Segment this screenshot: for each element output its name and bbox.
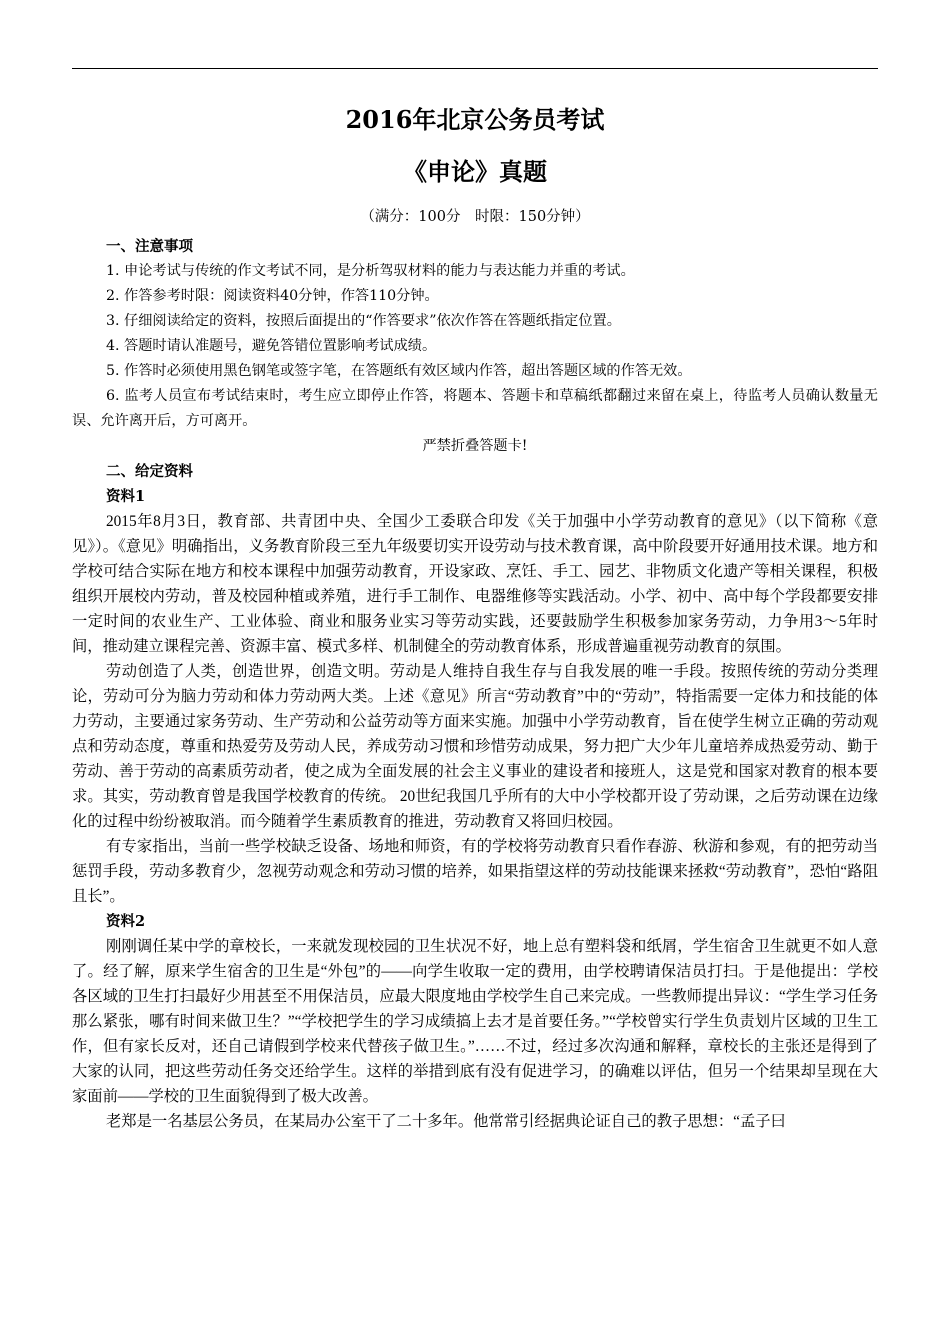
notice-item: 1. 申论考试与传统的作文考试不同，是分析驾驭材料的能力与表达能力并重的考试。 xyxy=(106,263,635,279)
notice-item: 6. 监考人员宣布考试结束时，考生应立即停止作答，将题本、答题卡和草稿纸都翻过来留在桌上，待监考人员确认数量无误、允许离开后，方可离开。 xyxy=(72,388,878,429)
material-1-paragraph: 2015年8月3日，教育部、共青团中央、全国少工委联合印发《关于加强中小学劳动教育的意见》（以下简称《意见》）。《意见》明确指出，义务教育阶段三至九年级要切实开设劳动与技术教育课，高中阶段要开好通用技术课。地方和学校可结合实际在地方和校本课程中加强劳动教育，开设家政、烹饪、手工、园艺、非物质文化遗产等相关课程，积极组织开展校内劳动，普及校园种植或养殖，进行手工制作、电器维修等实践活动。小学、初中、高中每个学段都要安排一定时间的农业生产、工业体验、商业和服务业实习等劳动实践，还要鼓励学生积极参加家务劳动，力争用3～5年时间，推动建立课程完善、资源丰富、模式多样、机制健全的劳动教育体系，形成普遍重视劳动教育的氛围。 xyxy=(72,513,878,655)
notice-item: 2. 作答参考时限：阅读资料40分钟，作答110分钟。 xyxy=(106,288,439,304)
notice-item: 4. 答题时请认准题号，避免答错位置影响考试成绩。 xyxy=(106,338,437,354)
material-2-paragraph: 老郑是一名基层公务员，在某局办公室干了二十多年。他常常引经据典论证自己的教子思想：“孟子曰 xyxy=(106,1113,786,1130)
material-2-paragraph: 刚刚调任某中学的章校长，一来就发现校园的卫生状况不好，地上总有塑料袋和纸屑，学生宿舍卫生就更不如人意了。经了解，原来学生宿舍的卫生是“外包”的——向学生收取一定的费用，由学校聘请保洁员打扫。于是他提出：学校各区域的卫生打扫最好少用甚至不用保洁员，应最大限度地由学校学生自己来完成。一些教师提出异议：“学生学习任务那么紧张，哪有时间来做卫生？”“学校把学生的学习成绩搞上去才是首要任务。”“学校曾实行学生负责划片区域的卫生工作，但有家长反对，还自己请假到学校来代替孩子做卫生。”……不过，经过多次沟通和解释，章校长的主张还是得到了大家的认同，把这些劳动任务交还给学生。这样的举措到底有没有促进学习，的确难以评估，但另一个结果却呈现在大家面前——学校的卫生面貌得到了极大改善。 xyxy=(72,938,878,1105)
materials-heading: 二、给定资料 xyxy=(106,463,193,480)
notice-item: 3. 仔细阅读给定的资料，按照后面提出的“作答要求”依次作答在答题纸指定位置。 xyxy=(106,313,621,329)
document-page xyxy=(72,92,878,1134)
notice-heading: 一、注意事项 xyxy=(106,238,193,255)
exam-meta: （满分：100分 时限：150分钟） xyxy=(360,209,590,225)
document-subtitle: 《申论》真题 xyxy=(403,157,547,186)
notice-item: 5. 作答时必须使用黑色钢笔或签字笔，在答题纸有效区域内作答，超出答题区域的作答无效。 xyxy=(106,363,692,379)
top-rule xyxy=(72,68,878,69)
material-1-label: 资料1 xyxy=(106,488,146,505)
material-2-label: 资料2 xyxy=(106,913,146,930)
notice-warning: 严禁折叠答题卡! xyxy=(422,438,528,454)
document-title: 2016年北京公务员考试 xyxy=(345,105,605,134)
material-1-paragraph: 劳动创造了人类，创造世界，创造文明。劳动是人维持自我生存与自我发展的唯一手段。按照传统的劳动分类理论，劳动可分为脑力劳动和体力劳动两大类。上述《意见》所言“劳动教育”中的“劳动”，特指需要一定体力和技能的体力劳动，主要通过家务劳动、生产劳动和公益劳动等方面来实施。加强中小学劳动教育，旨在使学生树立正确的劳动观点和劳动态度，尊重和热爱劳及劳动人民，养成劳动习惯和珍惜劳动成果，努力把广大少年儿童培养成热爱劳动、勤于劳动、善于劳动的高素质劳动者，使之成为全面发展的社会主义事业的建设者和接班人，这是党和国家对教育的根本要求。其实，劳动教育曾是我国学校教育的传统。 20世纪我国几乎所有的大中小学校都开设了劳动课，之后劳动课在边缘化的过程中纷纷被取消。而今随着学生素质教育的推进，劳动教育又将回归校园。 xyxy=(72,663,878,830)
material-1-paragraph: 有专家指出，当前一些学校缺乏设备、场地和师资，有的学校将劳动教育只看作春游、秋游和参观，有的把劳动当惩罚手段，劳动多教育少，忽视劳动观念和劳动习惯的培养，如果指望这样的劳动技能课来拯救“劳动教育”，恐怕“路阻且长”。 xyxy=(72,838,878,905)
